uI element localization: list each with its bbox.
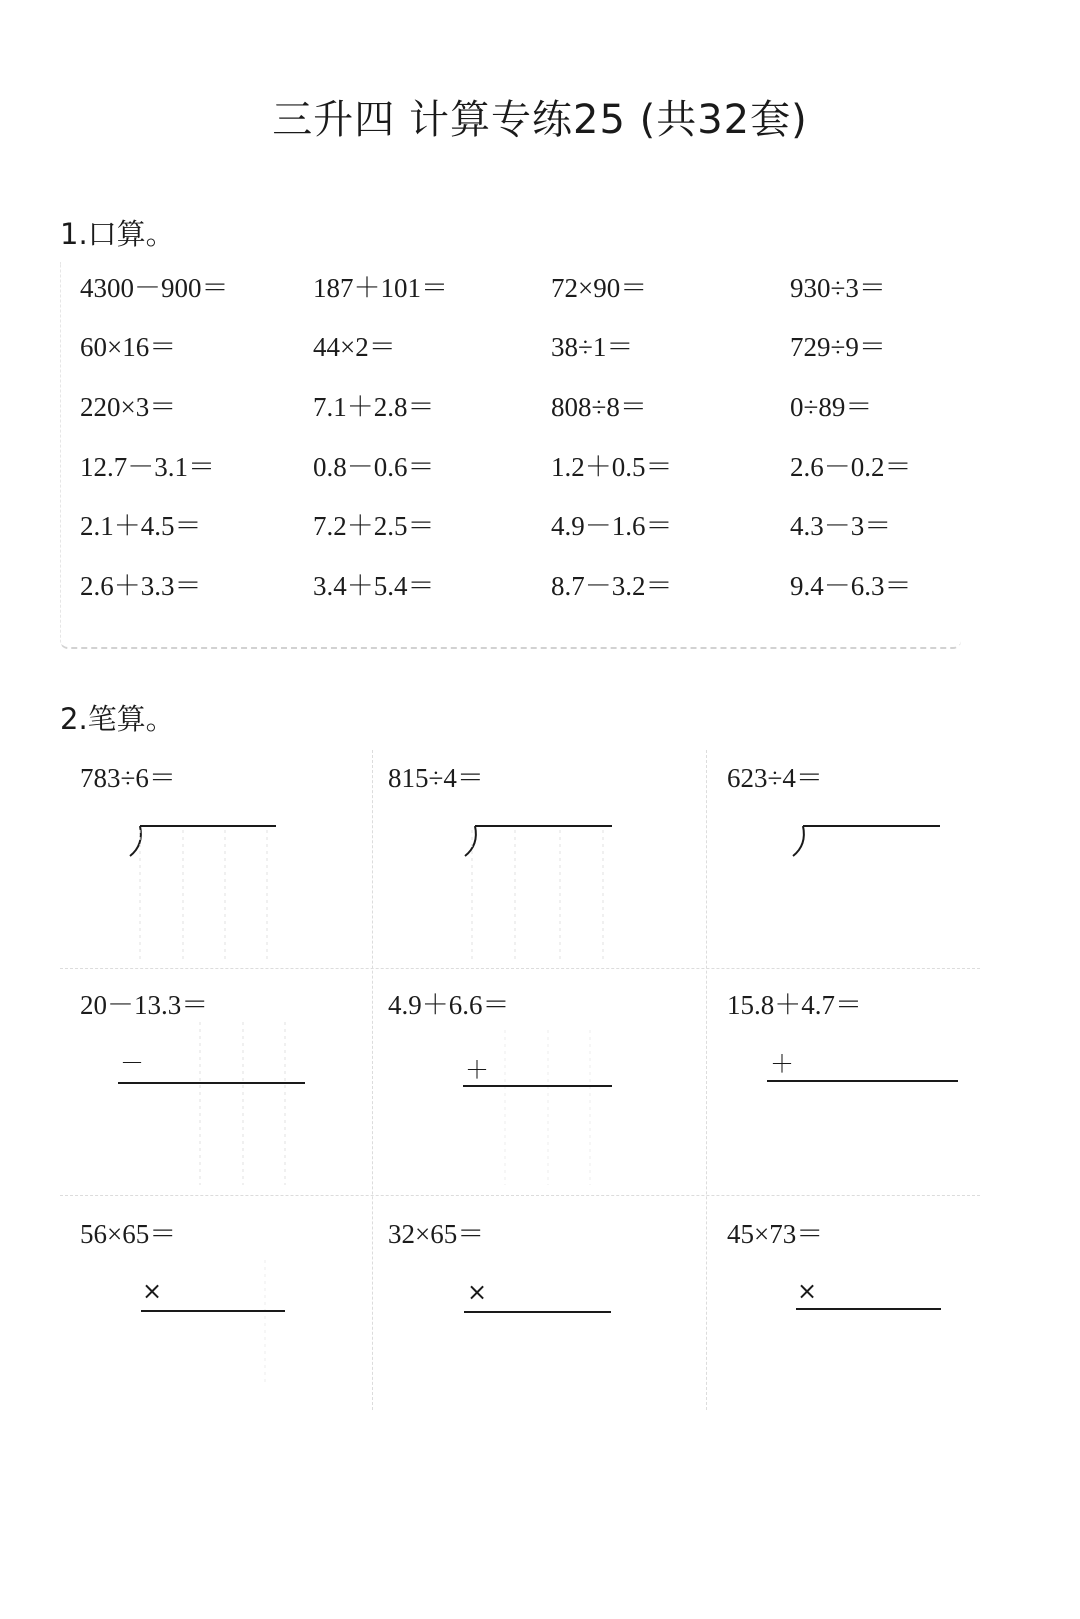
oral-problem: 1.2＋0.5＝ [551, 452, 673, 482]
oral-problem: 38÷1＝ [551, 332, 634, 362]
oral-problem: 7.2＋2.5＝ [313, 511, 435, 541]
oral-problem: 72×90＝ [551, 273, 648, 303]
oral-problem: 220×3＝ [80, 392, 177, 422]
division-bracket [130, 826, 141, 856]
section-heading-written: 2.笔算。 [60, 702, 175, 736]
operator-sign: × [797, 1277, 818, 1305]
oral-problem: 0.8－0.6＝ [313, 452, 435, 482]
division-bracket [793, 826, 804, 856]
oral-problem: 12.7－3.1＝ [80, 452, 215, 482]
oral-problem: 187＋101＝ [313, 273, 448, 303]
oral-problem: 44×2＝ [313, 332, 396, 362]
oral-problem: 4300－900＝ [80, 273, 229, 303]
oral-problem: 0÷89＝ [790, 392, 873, 422]
division-bracket [465, 826, 476, 856]
page-title: 三升四 计算专练25 (共32套) [272, 97, 808, 143]
operator-sign: ＋ [770, 1050, 794, 1078]
oral-problem: 9.4－6.3＝ [790, 571, 912, 601]
oral-problem: 2.6＋3.3＝ [80, 571, 202, 601]
written-problem: 4.9＋6.6＝ [388, 990, 510, 1020]
oral-problem: 3.4＋5.4＝ [313, 571, 435, 601]
operator-sign: × [467, 1278, 488, 1306]
written-problem: 815÷4＝ [388, 763, 484, 793]
written-problem: 32×65＝ [388, 1219, 485, 1249]
operator-sign: － [120, 1049, 144, 1077]
written-problem: 623÷4＝ [727, 763, 823, 793]
oral-problem: 4.3－3＝ [790, 511, 892, 541]
oral-problem: 60×16＝ [80, 332, 177, 362]
section-heading-oral: 1.口算。 [60, 217, 175, 251]
oral-problem: 729÷9＝ [790, 332, 886, 362]
oral-problem: 7.1＋2.8＝ [313, 392, 435, 422]
oral-problem: 930÷3＝ [790, 273, 886, 303]
oral-problem: 8.7－3.2＝ [551, 571, 673, 601]
operator-sign: × [142, 1277, 163, 1305]
operator-sign: ＋ [465, 1056, 489, 1084]
written-problem: 15.8＋4.7＝ [727, 990, 862, 1020]
oral-problem: 4.9－1.6＝ [551, 511, 673, 541]
oral-problem: 808÷8＝ [551, 392, 647, 422]
written-problem: 783÷6＝ [80, 763, 176, 793]
written-problem: 56×65＝ [80, 1219, 177, 1249]
oral-problem: 2.6－0.2＝ [790, 452, 912, 482]
written-problem: 45×73＝ [727, 1219, 824, 1249]
oral-problem: 2.1＋4.5＝ [80, 511, 202, 541]
written-problem: 20－13.3＝ [80, 990, 209, 1020]
